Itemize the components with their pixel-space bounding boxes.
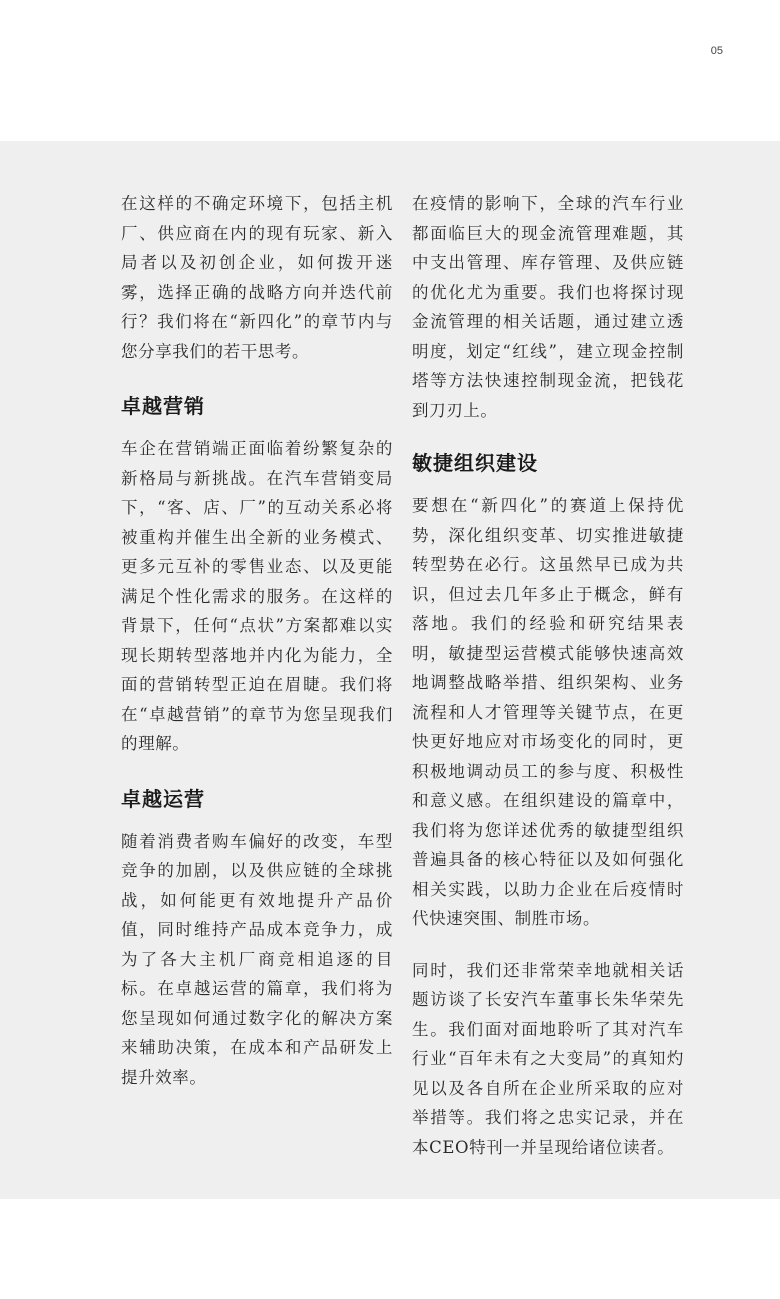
section-heading-agile-organization: 敏捷组织建设 xyxy=(412,451,538,475)
operations-paragraph: 随着消费者购车偏好的改变，车型竞争的加剧，以及供应链的全球挑战，如何能更有效地提升产品价值，同时维持产品成本竞争力，成为了各大主机厂商竞相追逐的目标。在卓越运营的篇章，我们将为您呈现如何通过数字化的解决方案来辅助决策，在成本和产品研发上提升效率。 xyxy=(121,831,393,1087)
right-column xyxy=(412,189,684,1162)
left-column xyxy=(121,189,393,1092)
cashflow-paragraph: 在疫情的影响下，全球的汽车行业都面临巨大的现金流管理难题，其中支出管理、库存管理、及供应链的优化尤为重要。我们也将探讨现金流管理的相关话题，通过建立透明度，划定“红线”，建立现金控制塔等方法快速控制现金流，把钱花到刀刃上。 xyxy=(412,194,684,420)
agile-paragraph: 要想在“新四化”的赛道上保持优势，深化组织变革、切实推进敏捷转型势在必行。这虽然早已成为共识，但过去几年多止于概念，鲜有落地。我们的经验和研究结果表明，敏捷型运营模式能够快速高效地调整战略举措、组织架构、业务流程和人才管理等关键节点，在更快更好地应对市场变化的同时，更积极地调动员工的参与度、积极性和意义感。在组织建设的篇章中，我们将为您详述优秀的敏捷型组织普遍具备的核心特征以及如何强化相关实践，以助力企业在后疫情时代快速突围、制胜市场。 xyxy=(412,496,684,928)
intro-paragraph: 在这样的不确定环境下，包括主机厂、供应商在内的现有玩家、新入局者以及初创企业，如何拨开迷雾，选择正确的战略方向并迭代前行？我们将在“新四化”的章节内与您分享我们的若干思考。 xyxy=(121,194,393,361)
section-heading-operations: 卓越运营 xyxy=(121,786,205,811)
page-number: 05 xyxy=(710,45,723,57)
marketing-paragraph: 车企在营销端正面临着纷繁复杂的新格局与新挑战。在汽车营销变局下，“客、店、厂”的互动关系必将被重构并催生出全新的业务模式、更多元互补的零售业态、以及更能满足个性化需求的服务。在这样的背景下，任何“点状”方案都难以实现长期转型落地并内化为能力，全面的营销转型正迫在眉睫。我们将在“卓越营销”的章节为您呈现我们的理解。 xyxy=(121,439,393,753)
section-heading-marketing: 卓越营销 xyxy=(121,394,205,418)
closing-paragraph: 同时，我们还非常荣幸地就相关话题访谈了长安汽车董事长朱华荣先生。我们面对面地聆听了其对汽车行业“百年未有之大变局”的真知灼见以及各自所在企业所采取的应对举措等。我们将之忠实记录，并在本CEO特刊一并呈现给诸位读者。 xyxy=(412,960,684,1157)
